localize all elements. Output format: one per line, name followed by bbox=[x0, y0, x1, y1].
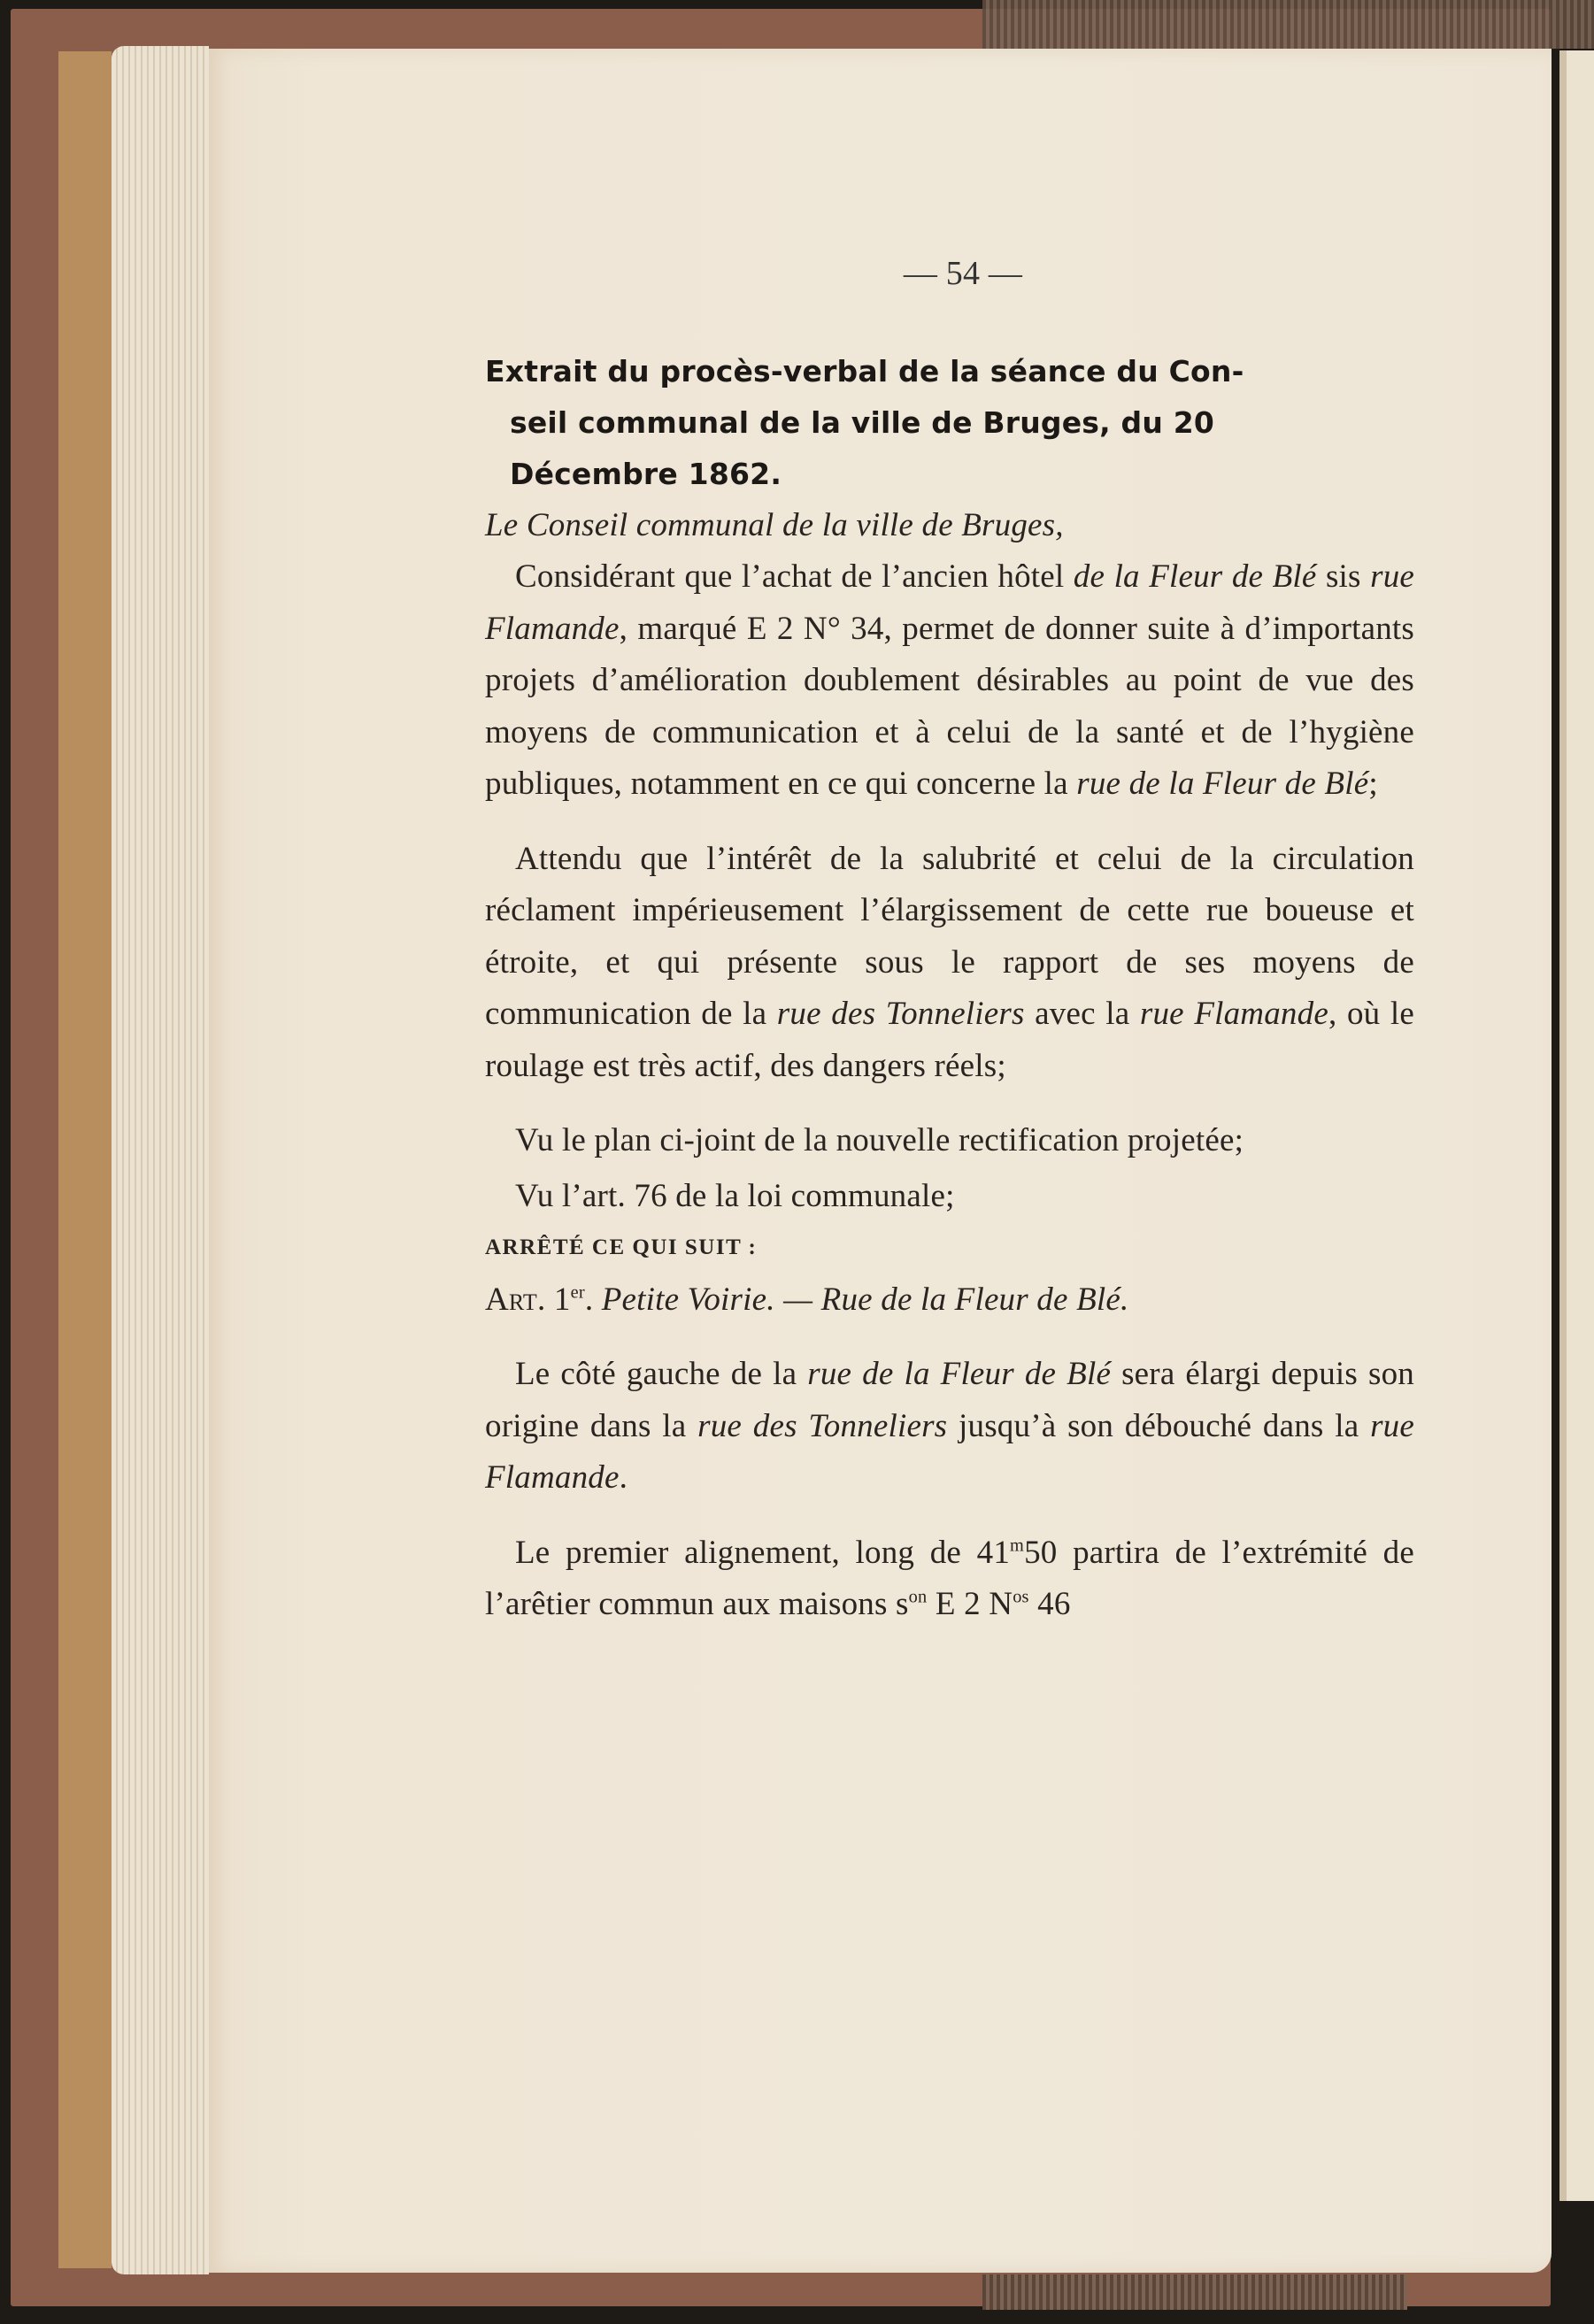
paragraph-vu-plan: Vu le plan ci-joint de la nouvelle rectification projetée; bbox=[515, 1122, 1244, 1158]
paragraph-cote-gauche: Le côté gauche de la rue de la Fleur de Blé sera élargi depuis son origine dans la rue des Tonneliers jusqu’à son débouché dans la rue Flamande. bbox=[485, 1356, 1414, 1496]
heading-line: Extrait du procès-verbal de la séance du Con- bbox=[485, 353, 1244, 389]
document-heading bbox=[485, 346, 1414, 500]
article-heading: Art. 1er. Petite Voirie. — Rue de la Fleur de Blé. bbox=[485, 1281, 1129, 1318]
paragraph-premier-alignement: Le premier alignement, long de 41$^m$50 partira de l’extrémité de l’arêtier commun aux maisons $s^{on}$ E 2 $N^{os}$ 46 bbox=[485, 1534, 1414, 1622]
fabric-background-bottom bbox=[982, 2274, 1407, 2310]
heading-line: Décembre 1862. bbox=[510, 456, 782, 491]
arrete-heading: ARRÊTÉ CE QUI SUIT : bbox=[485, 1235, 758, 1259]
paragraph-attendu: Attendu que l’intérêt de la salubrité et celui de la circulation réclament impérieusement l’élargissement de cette rue boueuse et étroite, et qui présente sous le rapport de ses moyens de communication de la rue des Tonneliers avec la rue Flamande, où le roulage est très actif, des dangers réels; bbox=[485, 840, 1414, 1084]
inner-cover-board bbox=[58, 51, 112, 2268]
page-stack-edge bbox=[112, 46, 209, 2274]
page-text bbox=[485, 248, 1414, 1631]
council-line: Le Conseil communal de la ville de Bruges, bbox=[485, 506, 1064, 543]
paragraph-vu-art: Vu l’art. 76 de la loi communale; bbox=[515, 1177, 955, 1214]
facing-page-edge bbox=[1559, 50, 1594, 2201]
heading-line: seil communal de la ville de Bruges, du 20 bbox=[510, 404, 1215, 440]
fabric-background-top bbox=[982, 0, 1594, 49]
page-number: — 54 — bbox=[903, 255, 1023, 292]
paragraph-considerant: Considérant que l’achat de l’ancien hôtel de la Fleur de Blé sis rue Flamande, marqué E 2 N° 34, permet de donner suite à d’importants projets d’amélioration doublement désirables au point de vue des moyens de communication et à celui de la santé et de l’hygiène publiques, notamment en ce qui concerne la rue de la Fleur de Blé; bbox=[485, 558, 1415, 802]
